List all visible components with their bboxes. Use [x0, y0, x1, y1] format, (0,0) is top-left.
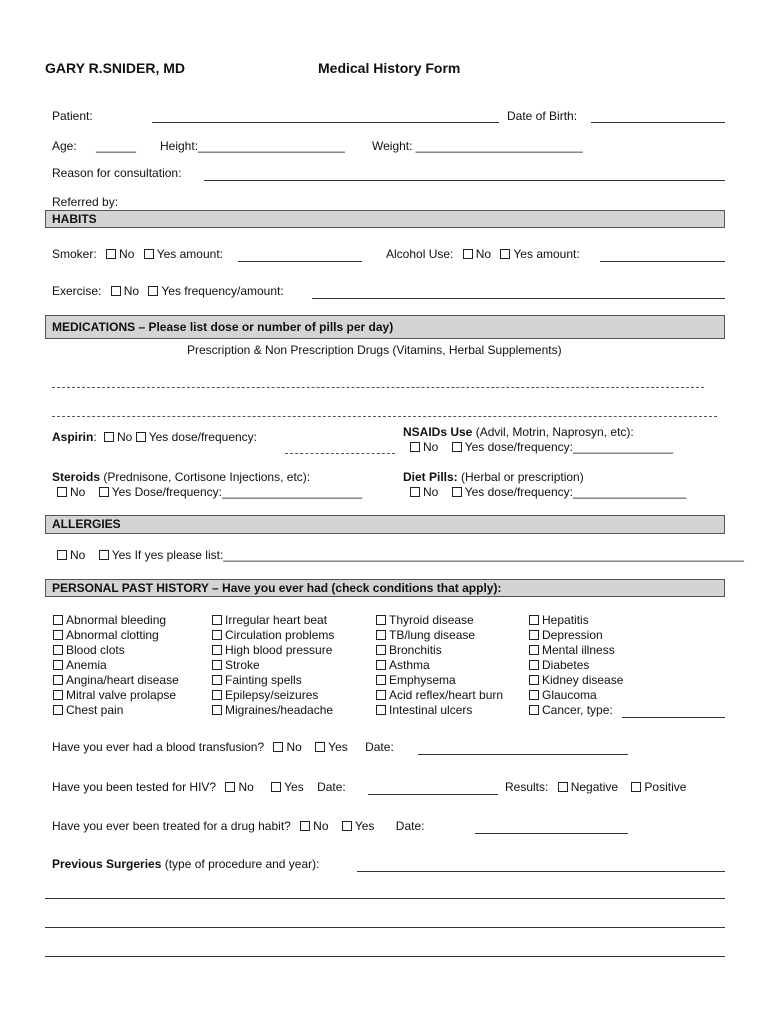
nsaids-desc: (Advil, Motrin, Naprosyn, etc):: [472, 425, 634, 439]
hiv-row: [52, 780, 346, 794]
steroids-desc: (Prednisone, Cortisone Injections, etc):: [100, 470, 311, 484]
condition-label: Depression: [542, 628, 603, 642]
surgeries-label: Previous Surgeries: [52, 857, 162, 871]
nsaids-yes-label: Yes dose/frequency:_______________: [464, 440, 674, 454]
exercise-no-label: No: [123, 284, 140, 298]
condition-checkbox[interactable]: [212, 690, 222, 700]
aspirin-no-checkbox[interactable]: [104, 432, 114, 442]
condition-item[interactable]: [53, 703, 179, 718]
condition-item[interactable]: [53, 628, 179, 643]
condition-label: Chest pain: [66, 703, 124, 717]
drug-no-label: No: [313, 819, 329, 833]
drug-yes-label: Yes: [354, 819, 375, 833]
condition-checkbox[interactable]: [212, 705, 222, 715]
allergies-row: [57, 548, 744, 562]
diet-yes-label: Yes dose/frequency:_________________: [464, 485, 687, 499]
diet-no-checkbox[interactable]: [410, 487, 420, 497]
smoker-row: [52, 247, 223, 261]
condition-label: Abnormal clotting: [66, 628, 159, 642]
exercise-yes-label: Yes frequency/amount:: [161, 284, 284, 298]
condition-checkbox[interactable]: [529, 705, 539, 715]
exercise-freq-field[interactable]: [312, 298, 725, 299]
patient-label: Patient:: [52, 109, 93, 123]
condition-label: Irregular heart beat: [225, 613, 328, 627]
condition-checkbox[interactable]: [376, 690, 386, 700]
patient-field[interactable]: [152, 122, 499, 123]
condition-checkbox[interactable]: [529, 615, 539, 625]
condition-item[interactable]: [376, 628, 503, 643]
condition-checkbox[interactable]: [529, 660, 539, 670]
condition-checkbox[interactable]: [529, 630, 539, 640]
alcohol-no-label: No: [475, 247, 492, 261]
steroids-yes-label: Yes Dose/frequency:_____________________: [111, 485, 363, 499]
hiv-positive-label: Positive: [644, 780, 687, 794]
nsaids-label: NSAIDs Use: [403, 425, 473, 439]
exercise-label: Exercise:: [52, 284, 102, 298]
condition-checkbox[interactable]: [53, 645, 63, 655]
exercise-row: [52, 284, 284, 298]
medications-heading: MEDICATIONS – Please list dose or number of pills per day): [45, 315, 725, 339]
condition-item[interactable]: [529, 703, 623, 718]
aspirin-yes-label: Yes dose/frequency:: [148, 430, 258, 444]
exercise-no-checkbox[interactable]: [111, 286, 121, 296]
alcohol-yes-checkbox[interactable]: [500, 249, 510, 259]
diet-yes-checkbox[interactable]: [452, 487, 462, 497]
condition-label: Bronchitis: [389, 643, 442, 657]
condition-label: Mental illness: [542, 643, 615, 657]
medications-line-2[interactable]: [52, 416, 717, 417]
form-title: Medical History Form: [318, 60, 461, 76]
steroids-yes-checkbox[interactable]: [99, 487, 109, 497]
condition-label: Angina/heart disease: [66, 673, 179, 687]
condition-checkbox[interactable]: [212, 645, 222, 655]
aspirin-label: Aspirin: [52, 430, 94, 444]
allergies-yes-label: Yes If yes please list:______________________________________________________________________________: [111, 548, 744, 562]
condition-item[interactable]: [376, 688, 503, 703]
surgeries-field-1[interactable]: [357, 871, 725, 872]
condition-checkbox[interactable]: [53, 690, 63, 700]
aspirin-row: [52, 430, 257, 444]
condition-label: Kidney disease: [542, 673, 624, 687]
steroids-no-checkbox[interactable]: [57, 487, 67, 497]
alcohol-row: [386, 247, 580, 261]
condition-label: Diabetes: [542, 658, 590, 672]
condition-item[interactable]: [529, 613, 623, 628]
smoker-label: Smoker:: [52, 247, 97, 261]
nsaids-row: [410, 440, 673, 454]
drug-question: Have you ever been treated for a drug habit?: [52, 819, 291, 833]
transfusion-no-label: No: [286, 740, 302, 754]
condition-checkbox[interactable]: [53, 705, 63, 715]
diet-desc: (Herbal or prescription): [457, 470, 584, 484]
condition-item[interactable]: [53, 673, 179, 688]
condition-item[interactable]: [376, 643, 503, 658]
aspirin-yes-checkbox[interactable]: [136, 432, 146, 442]
diet-row: [410, 485, 686, 499]
referred-label: Referred by:: [52, 195, 119, 209]
condition-checkbox[interactable]: [376, 675, 386, 685]
history-col-2: [212, 613, 334, 718]
transfusion-row: [52, 740, 394, 754]
surgeries-row: [52, 857, 319, 871]
condition-item[interactable]: [529, 658, 623, 673]
age-field[interactable]: ______: [96, 139, 137, 153]
allergies-no-label: No: [70, 548, 86, 562]
history-col-1: [53, 613, 179, 718]
steroids-no-label: No: [70, 485, 86, 499]
condition-item[interactable]: [53, 658, 179, 673]
alcohol-yes-label: Yes amount:: [513, 247, 580, 261]
smoker-amount-field[interactable]: [238, 261, 362, 262]
hiv-yes-checkbox[interactable]: [271, 782, 281, 792]
condition-item[interactable]: [212, 658, 334, 673]
condition-label: Thyroid disease: [389, 613, 474, 627]
aspirin-colon: :: [93, 430, 101, 444]
drug-date-label: Date:: [395, 819, 425, 833]
condition-label: Asthma: [389, 658, 430, 672]
hiv-positive-checkbox[interactable]: [631, 782, 641, 792]
hiv-results-label: Results:: [505, 780, 549, 794]
condition-label: Hepatitis: [542, 613, 589, 627]
condition-checkbox[interactable]: [376, 660, 386, 670]
aspirin-no-label: No: [117, 430, 136, 444]
height-field[interactable]: Height:______________________: [160, 139, 345, 153]
surgeries-field-2[interactable]: [45, 898, 725, 899]
steroids-row: [57, 485, 362, 499]
medications-line-1[interactable]: [52, 387, 704, 388]
condition-checkbox[interactable]: [53, 675, 63, 685]
weight-field[interactable]: Weight: _________________________: [372, 139, 583, 153]
cancer-type-field[interactable]: [622, 717, 725, 718]
condition-item[interactable]: [212, 628, 334, 643]
hiv-no-label: No: [238, 780, 254, 794]
hiv-yes-label: Yes: [284, 780, 304, 794]
condition-label: Cancer, type:: [542, 703, 613, 717]
condition-checkbox[interactable]: [53, 630, 63, 640]
condition-checkbox[interactable]: [376, 630, 386, 640]
diet-label: Diet Pills:: [403, 470, 458, 484]
alcohol-no-checkbox[interactable]: [463, 249, 473, 259]
reason-field[interactable]: [204, 180, 725, 181]
age-label: Age:: [52, 139, 77, 153]
history-heading: PERSONAL PAST HISTORY – Have you ever had (check conditions that apply):: [45, 579, 725, 597]
transfusion-question: Have you ever had a blood transfusion?: [52, 740, 265, 754]
nsaids-title: [403, 425, 634, 439]
condition-label: Acid reflex/heart burn: [389, 688, 504, 702]
hiv-negative-label: Negative: [570, 780, 619, 794]
condition-item[interactable]: [376, 703, 503, 718]
doctor-name: GARY R.SNIDER, MD: [45, 60, 186, 76]
condition-label: Circulation problems: [225, 628, 335, 642]
smoker-yes-label: Yes amount:: [156, 247, 223, 261]
condition-label: Emphysema: [389, 673, 456, 687]
condition-checkbox[interactable]: [529, 675, 539, 685]
surgeries-field-4[interactable]: [45, 956, 725, 957]
hiv-results-row: [505, 780, 686, 794]
hiv-negative-checkbox[interactable]: [558, 782, 568, 792]
condition-label: Anemia: [66, 658, 107, 672]
condition-label: Stroke: [225, 658, 260, 672]
aspirin-dose-field[interactable]: [285, 453, 395, 454]
condition-item[interactable]: [376, 658, 503, 673]
diet-title: [403, 470, 584, 484]
condition-checkbox[interactable]: [376, 645, 386, 655]
condition-checkbox[interactable]: [53, 615, 63, 625]
drug-date-field[interactable]: [475, 833, 628, 834]
condition-label: Intestinal ulcers: [389, 703, 473, 717]
alcohol-label: Alcohol Use:: [386, 247, 454, 261]
allergies-yes-checkbox[interactable]: [99, 550, 109, 560]
surgeries-field-3[interactable]: [45, 927, 725, 928]
hiv-date-label: Date:: [317, 780, 346, 794]
condition-checkbox[interactable]: [212, 675, 222, 685]
alcohol-amount-field[interactable]: [600, 261, 725, 262]
condition-item[interactable]: [212, 688, 334, 703]
condition-label: Glaucoma: [542, 688, 597, 702]
surgeries-desc: (type of procedure and year):: [161, 857, 320, 871]
condition-label: Blood clots: [66, 643, 125, 657]
condition-item[interactable]: [376, 673, 503, 688]
exercise-yes-checkbox[interactable]: [148, 286, 158, 296]
condition-item[interactable]: [53, 643, 179, 658]
condition-item[interactable]: [529, 688, 623, 703]
hiv-date-field[interactable]: [368, 794, 498, 795]
condition-checkbox[interactable]: [376, 615, 386, 625]
condition-checkbox[interactable]: [529, 690, 539, 700]
steroids-label: Steroids: [52, 470, 101, 484]
condition-checkbox[interactable]: [212, 630, 222, 640]
hiv-no-checkbox[interactable]: [225, 782, 235, 792]
dob-label: Date of Birth:: [507, 109, 578, 123]
history-col-4: [529, 613, 623, 718]
condition-item[interactable]: [212, 673, 334, 688]
transfusion-yes-checkbox[interactable]: [315, 742, 325, 752]
reason-label: Reason for consultation:: [52, 166, 182, 180]
condition-item[interactable]: [376, 613, 503, 628]
allergies-no-checkbox[interactable]: [57, 550, 67, 560]
condition-item[interactable]: [529, 643, 623, 658]
condition-label: Migraines/headache: [225, 703, 334, 717]
drug-no-checkbox[interactable]: [300, 821, 310, 831]
condition-checkbox[interactable]: [53, 660, 63, 670]
drug-row: [52, 819, 424, 833]
smoker-yes-checkbox[interactable]: [144, 249, 154, 259]
condition-item[interactable]: [212, 613, 334, 628]
transfusion-yes-label: Yes: [328, 740, 348, 754]
allergies-heading: ALLERGIES: [45, 515, 725, 534]
transfusion-date-field[interactable]: [418, 754, 628, 755]
transfusion-date-label: Date:: [365, 740, 394, 754]
history-col-3: [376, 613, 503, 718]
condition-checkbox[interactable]: [212, 615, 222, 625]
nsaids-no-checkbox[interactable]: [410, 442, 420, 452]
condition-item[interactable]: [529, 628, 623, 643]
drug-yes-checkbox[interactable]: [342, 821, 352, 831]
condition-item[interactable]: [212, 703, 334, 718]
condition-checkbox[interactable]: [376, 705, 386, 715]
condition-item[interactable]: [53, 613, 179, 628]
condition-label: Abnormal bleeding: [66, 613, 167, 627]
medications-subheading: Prescription & Non Prescription Drugs (Vitamins, Herbal Supplements): [187, 343, 562, 357]
smoker-no-label: No: [119, 247, 135, 261]
transfusion-no-checkbox[interactable]: [273, 742, 283, 752]
hiv-question: Have you been tested for HIV?: [52, 780, 217, 794]
condition-label: Mitral valve prolapse: [66, 688, 177, 702]
condition-label: Fainting spells: [225, 673, 302, 687]
condition-item[interactable]: [53, 688, 179, 703]
nsaids-yes-checkbox[interactable]: [452, 442, 462, 452]
diet-no-label: No: [423, 485, 439, 499]
condition-checkbox[interactable]: [529, 645, 539, 655]
smoker-no-checkbox[interactable]: [106, 249, 116, 259]
condition-item[interactable]: [212, 643, 334, 658]
habits-heading: HABITS: [45, 210, 725, 228]
dob-field[interactable]: [591, 122, 725, 123]
condition-label: High blood pressure: [225, 643, 333, 657]
steroids-title: [52, 470, 310, 484]
nsaids-no-label: No: [423, 440, 439, 454]
condition-item[interactable]: [529, 673, 623, 688]
condition-checkbox[interactable]: [212, 660, 222, 670]
condition-label: Epilepsy/seizures: [225, 688, 319, 702]
condition-label: TB/lung disease: [389, 628, 476, 642]
